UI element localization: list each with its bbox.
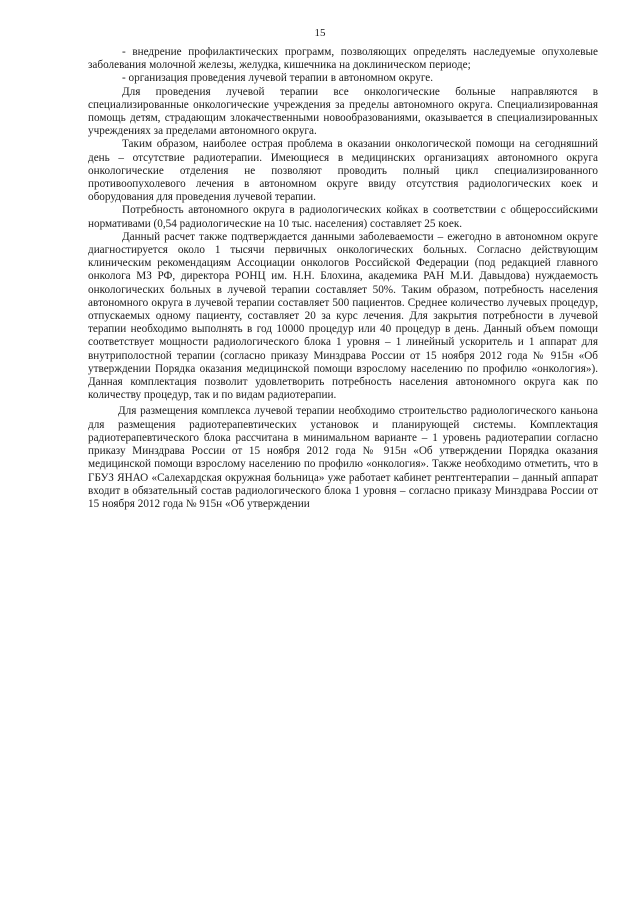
paragraph-prevention-programs: - внедрение профилактических программ, позволяющих определять наследуемые опухолевые заболевания молочной железы, желудка, кишечника на доклиническом периоде;	[88, 46, 598, 72]
paragraph-radiotherapy-organization: - организация проведения лучевой терапии в автономном округе.	[122, 72, 434, 85]
document-body	[88, 46, 598, 511]
paragraph-bed-demand: Потребность автономного округа в радиологических койках в соответствии с общероссийскими нормативами (0,54 радиологические на 10 тыс. населения) составляет 25 коек.	[88, 204, 598, 230]
paragraph-referral-outside: Для проведения лучевой терапии все онкологические больные направляются в специализированные онкологические учреждения за пределы автономного округа. Специализированная помощь детям, страдающим злокачественными новообразованиями, оказывается в специализированных учреждениях за пределами автономного округа.	[88, 85, 598, 138]
page-number: 15	[314, 27, 326, 39]
paragraph-key-problem: Таким образом, наиболее острая проблема в оказании онкологической помощи на сегодняшний день – отсутствие радиотерапии. Имеющиеся в медицинских организациях автономного округа онкологические отделения не позволяют проводить полный цикл специализированного противоопухолевого лечения в автономном округе ввиду отсутствия радиологических коек и оборудования для проведения лучевой терапии.	[88, 138, 598, 204]
paragraph-canyon-construction: Для размещения комплекса лучевой терапии необходимо строительство радиологического каньона для размещения радиотерапевтических установок и планирующей системы. Комплектация радиотерапевтического блока рассчитана в минимальном варианте – 1 уровень радиотерапии согласно приказу Минздрава России от 15 ноября 2012 года № 915н «Об утверждении Порядка оказания медицинской помощи взрослому населению по профилю «онкология». Также необходимо отметить, что в ГБУЗ ЯНАО «Салехардская окружная больница» уже работает кабинет рентгентерапии – данный аппарат входит в обязательный состав радиологического блока 1 уровня – согласно приказу Минздрава России от 15 ноября 2012 года № 915н «Об утверждении	[88, 405, 598, 510]
paragraph-calculation: Данный расчет также подтверждается данными заболеваемости – ежегодно в автономном округе диагностируется около 1 тысячи первичных онкологических больных. Согласно действующим клиническим рекомендациям Ассоциации онкологов Российской Федерации (под редакцией главного онколога МЗ РФ, директора РОНЦ им. Н.Н. Блохина, академика РАН М.И. Давыдова) нуждаемость онкологических больных в лучевой терапии составляет 50%. Таким образом, потребность населения автономного округа в лучевой терапии составляет 500 пациентов. Среднее количество лучевых процедур, отпускаемых одному пациенту, составляет 20 за курс лечения. Для закрытия потребности в лучевой терапии необходимо выполнять в год 10000 процедур или 40 процедур в день. Данный объем помощи соответствует мощности радиологического блока 1 уровня – 1 линейный ускоритель и 1 аппарат для внутриполостной терапии (согласно приказу Минздрава России от 15 ноября 2012 года № 915н «Об утверждении Порядка оказания медицинской помощи взрослому населению по профилю «онкология»). Данная комплектация позволит удовлетворить потребность населения автономного округа как по количеству процедур, так и по видам радиотерапии.	[88, 230, 598, 402]
